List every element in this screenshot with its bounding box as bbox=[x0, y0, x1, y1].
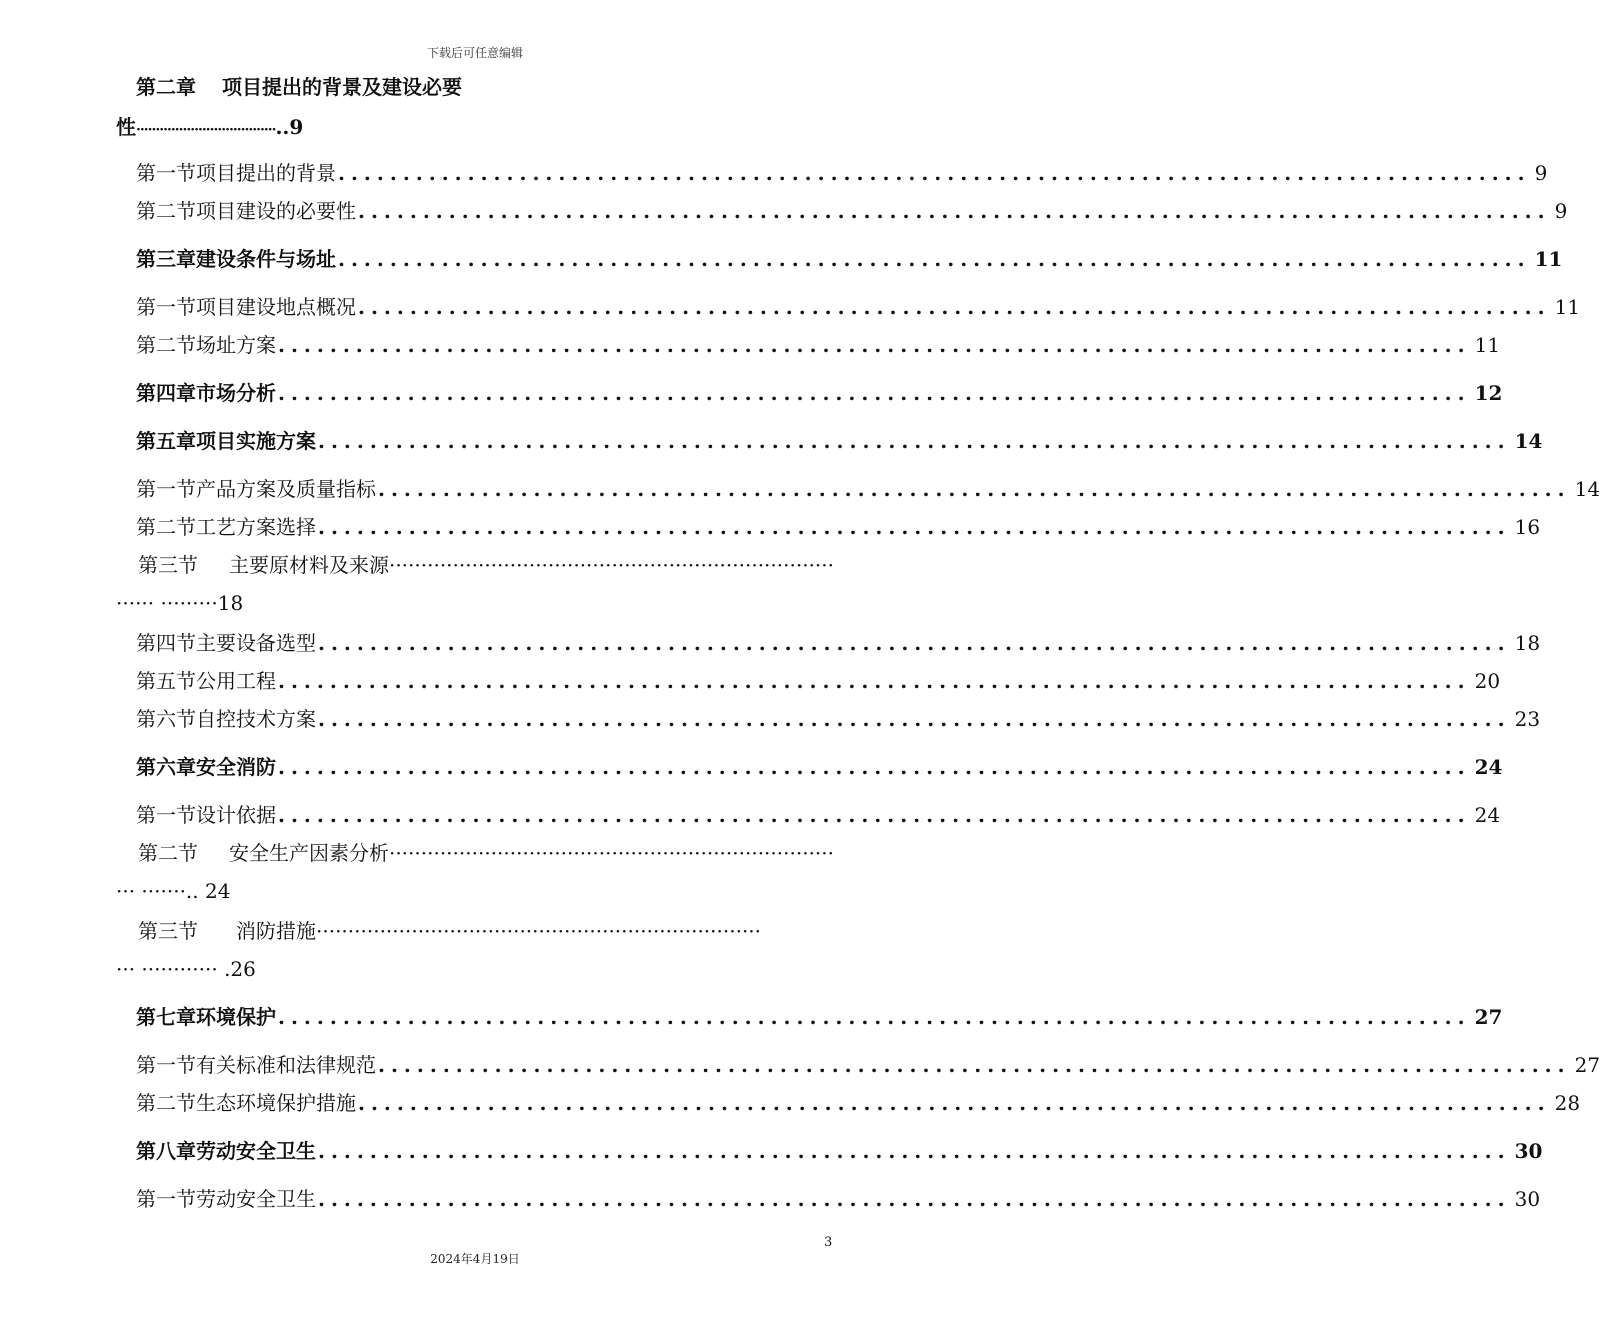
toc-title: 建设条件与场址 bbox=[196, 247, 336, 271]
toc-leader-dots: ···································· bbox=[136, 122, 276, 138]
toc-number: 第五节 bbox=[136, 669, 196, 693]
toc-leader-dots: ······································································ bbox=[316, 919, 762, 943]
toc-number: 第二节 bbox=[136, 515, 196, 539]
toc-title: 市场分析 bbox=[196, 381, 276, 405]
toc-leader-dots: ............................................................................................ bbox=[278, 803, 1471, 827]
toc-chapter-row[interactable] bbox=[136, 1138, 1543, 1164]
toc-number: 第七章 bbox=[136, 1005, 196, 1029]
toc-page: ..9 bbox=[275, 115, 304, 139]
toc-wrap-line: ··· ·······.. 24 bbox=[116, 879, 231, 903]
toc-title: 设计依据 bbox=[196, 803, 276, 827]
toc-title: 公用工程 bbox=[196, 669, 276, 693]
toc-section-row[interactable] bbox=[136, 294, 1581, 320]
toc-title: 自控技术方案 bbox=[196, 707, 316, 731]
toc-number: 第一节 bbox=[136, 295, 196, 319]
toc-title: 安全生产因素分析 bbox=[228, 841, 389, 865]
toc-section-row[interactable] bbox=[136, 514, 1541, 540]
toc-leader-dots: ............................................................................................ bbox=[278, 755, 1471, 779]
toc-section-row[interactable] bbox=[136, 1186, 1541, 1212]
toc-leader-dots: ······································································ bbox=[388, 553, 834, 577]
toc-number: 第一节 bbox=[136, 803, 196, 827]
toc-title: 项目实施方案 bbox=[196, 429, 316, 453]
toc-title: 场址方案 bbox=[196, 333, 276, 357]
toc-page: 28 bbox=[1554, 1091, 1581, 1115]
toc-wrap-line: ··· ············ .26 bbox=[116, 957, 256, 981]
toc-leader-dots: ............................................................................................ bbox=[318, 515, 1511, 539]
toc-wrap-line bbox=[116, 114, 303, 143]
toc-chapter-row[interactable] bbox=[136, 380, 1503, 406]
toc-number: 第二节 bbox=[136, 199, 196, 223]
toc-section-row[interactable] bbox=[136, 668, 1501, 694]
toc-title: 项目提出的背景 bbox=[196, 161, 336, 185]
toc-title: 主要原材料及来源 bbox=[228, 553, 389, 577]
toc-page: 11 bbox=[1534, 247, 1563, 271]
toc-number: 第八章 bbox=[136, 1139, 196, 1163]
toc-page: 24 bbox=[1474, 755, 1503, 779]
toc-chapter-row[interactable] bbox=[136, 754, 1503, 780]
toc-title: 主要设备选型 bbox=[196, 631, 316, 655]
toc-section-row[interactable] bbox=[136, 198, 1568, 224]
toc-section-row[interactable] bbox=[136, 332, 1501, 358]
toc-page: 9 bbox=[1534, 161, 1548, 185]
toc-number: 第三节 bbox=[138, 553, 198, 577]
toc-title: 生态环境保护措施 bbox=[196, 1091, 356, 1115]
toc-section-row[interactable] bbox=[136, 476, 1600, 502]
toc-section-row[interactable] bbox=[138, 552, 834, 578]
toc-page: 27 bbox=[1574, 1053, 1600, 1077]
page-header: 下载后可任意编辑 bbox=[426, 46, 523, 60]
toc-section-row[interactable] bbox=[136, 706, 1541, 732]
toc-leader-dots: ............................................................................................ bbox=[358, 295, 1551, 319]
toc-title: 消防措施 bbox=[236, 919, 316, 943]
toc-number: 第三节 bbox=[138, 919, 198, 943]
toc-leader-dots: ............................................................................................ bbox=[338, 247, 1531, 271]
toc-section-row[interactable] bbox=[136, 1090, 1581, 1116]
toc-leader-dots: ............................................................................................ bbox=[278, 381, 1471, 405]
toc-leader-dots: ······································································ bbox=[388, 841, 834, 865]
toc-page: 16 bbox=[1514, 515, 1541, 539]
toc-number: 第二节 bbox=[136, 333, 196, 357]
toc-leader-dots: ............................................................................................ bbox=[318, 707, 1511, 731]
toc-number: 第一节 bbox=[136, 477, 196, 501]
toc-number: 第一节 bbox=[136, 1187, 196, 1211]
toc-page: 23 bbox=[1514, 707, 1541, 731]
toc-title: 劳动安全卫生 bbox=[196, 1187, 316, 1211]
toc-title-continued: 性 bbox=[116, 115, 136, 139]
toc-leader-dots: ............................................................................................ bbox=[318, 1139, 1511, 1163]
toc-title: 劳动安全卫生 bbox=[196, 1139, 316, 1163]
toc-number: 第五章 bbox=[136, 429, 196, 453]
toc-leader-dots: ............................................................................................ bbox=[378, 477, 1571, 501]
toc-number: 第四章 bbox=[136, 381, 196, 405]
toc-section-row[interactable] bbox=[136, 160, 1548, 186]
toc-section-row[interactable] bbox=[136, 802, 1501, 828]
toc-page: 11 bbox=[1554, 295, 1581, 319]
toc-title: 项目建设地点概况 bbox=[196, 295, 356, 319]
footer-date: 2024年4月19日 bbox=[430, 1252, 520, 1266]
toc-page: 18 bbox=[1514, 631, 1541, 655]
toc-title: 环境保护 bbox=[196, 1005, 276, 1029]
toc-page: 14 bbox=[1514, 429, 1543, 453]
toc-number: 第二节 bbox=[138, 841, 198, 865]
toc-number: 第四节 bbox=[136, 631, 196, 655]
toc-section-row[interactable] bbox=[136, 1052, 1600, 1078]
toc-section-row[interactable] bbox=[138, 918, 834, 944]
toc-title: 项目提出的背景及建设必要 bbox=[222, 75, 462, 99]
toc-chapter-row[interactable] bbox=[136, 1004, 1503, 1030]
toc-page: 12 bbox=[1474, 381, 1503, 405]
toc-number: 第一节 bbox=[136, 1053, 196, 1077]
toc-page: 24 bbox=[1474, 803, 1501, 827]
toc-page: 14 bbox=[1574, 477, 1600, 501]
toc-title: 工艺方案选择 bbox=[196, 515, 316, 539]
toc-leader-dots: ............................................................................................ bbox=[318, 1187, 1511, 1211]
toc-leader-dots: ............................................................................................ bbox=[318, 631, 1511, 655]
toc-leader-dots: ............................................................................................ bbox=[378, 1053, 1571, 1077]
toc-leader-dots: ............................................................................................ bbox=[358, 1091, 1551, 1115]
toc-number: 第二节 bbox=[136, 1091, 196, 1115]
toc-title: 产品方案及质量指标 bbox=[196, 477, 376, 501]
toc-leader-dots: ............................................................................................ bbox=[278, 669, 1471, 693]
toc-leader-dots: ............................................................................................ bbox=[318, 429, 1511, 453]
toc-page: 30 bbox=[1514, 1187, 1541, 1211]
toc-number: 第一节 bbox=[136, 161, 196, 185]
toc-number: 第二章 bbox=[136, 75, 196, 99]
toc-leader-dots: ............................................................................................ bbox=[358, 199, 1551, 223]
page-number: 3 bbox=[824, 1235, 833, 1250]
toc-section-row[interactable] bbox=[136, 630, 1541, 656]
toc-number: 第六节 bbox=[136, 707, 196, 731]
toc-leader-dots: ............................................................................................ bbox=[278, 333, 1471, 357]
toc-chapter-row[interactable] bbox=[136, 428, 1543, 454]
toc-page: 11 bbox=[1474, 333, 1501, 357]
toc-number: 第三章 bbox=[136, 247, 196, 271]
toc-title: 有关标准和法律规范 bbox=[196, 1053, 376, 1077]
toc-number: 第六章 bbox=[136, 755, 196, 779]
toc-leader-dots: ............................................................................................ bbox=[278, 1005, 1471, 1029]
toc-chapter-row[interactable] bbox=[136, 246, 1563, 272]
toc-title: 安全消防 bbox=[196, 755, 276, 779]
toc-chapter-row[interactable] bbox=[136, 74, 462, 100]
toc-title: 项目建设的必要性 bbox=[196, 199, 356, 223]
toc-page: 27 bbox=[1474, 1005, 1503, 1029]
toc-leader-dots: ............................................................................................ bbox=[338, 161, 1531, 185]
toc-page: 9 bbox=[1554, 199, 1568, 223]
toc-wrap-line: ······ ·········18 bbox=[116, 591, 244, 615]
toc-page: 20 bbox=[1474, 669, 1501, 693]
toc-section-row[interactable] bbox=[138, 840, 834, 866]
toc-page: 30 bbox=[1514, 1139, 1543, 1163]
